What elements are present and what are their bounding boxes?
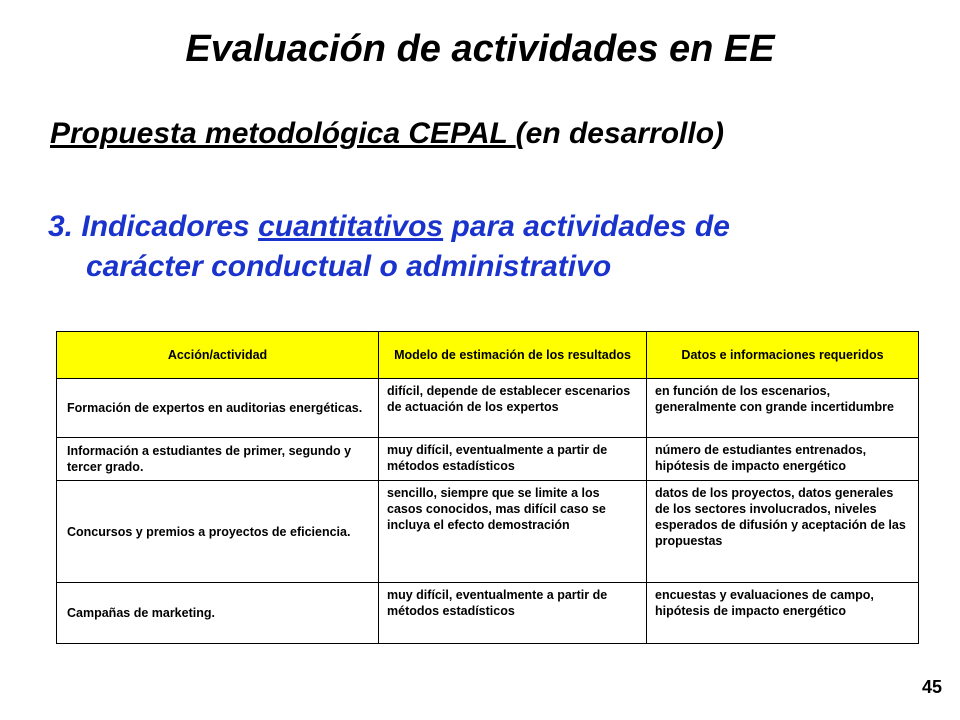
- page-number: 45: [921, 677, 942, 697]
- table-cell-accion: Formación de expertos en auditorias energéticas.: [57, 379, 379, 438]
- slide-subtitle: [50, 117, 724, 151]
- table-row: [57, 379, 919, 438]
- heading-line2: carácter conductual o administrativo: [86, 250, 612, 283]
- table-cell-datos: número de estudiantes entrenados, hipótesis de impacto energético: [647, 438, 919, 481]
- table-row: [57, 481, 919, 583]
- heading-underlined: cuantitativos: [258, 210, 444, 243]
- table-row: [57, 438, 919, 481]
- table-header-row: [57, 332, 919, 379]
- table-cell-accion: Información a estudiantes de primer, segundo y tercer grado.: [57, 438, 379, 481]
- table-cell-modelo: muy difícil, eventualmente a partir de métodos estadísticos: [379, 438, 647, 481]
- header-accion: Acción/actividad: [57, 332, 379, 379]
- table-cell-modelo: difícil, depende de establecer escenarios de actuación de los expertos: [379, 379, 647, 438]
- section-heading: [48, 207, 918, 287]
- table-cell-modelo: sencillo, siempre que se limite a los casos conocidos, mas difícil caso se incluya el efecto demostración: [379, 481, 647, 583]
- table-cell-datos: en función de los escenarios, generalmente con grande incertidumbre: [647, 379, 919, 438]
- table-cell-accion: Campañas de marketing.: [57, 583, 379, 644]
- heading-suffix: para actividades de: [443, 210, 730, 243]
- header-datos: Datos e informaciones requeridos: [647, 332, 919, 379]
- table-row: [57, 583, 919, 644]
- slide-title: Evaluación de actividades en EE: [185, 28, 775, 70]
- table-cell-modelo: muy difícil, eventualmente a partir de métodos estadísticos: [379, 583, 647, 644]
- table-cell-datos: datos de los proyectos, datos generales de los sectores involucrados, niveles esperados de difusión y aceptación de las propuestas: [647, 481, 919, 583]
- header-modelo: Modelo de estimación de los resultados: [379, 332, 647, 379]
- indicators-table: [56, 331, 919, 644]
- subtitle-rest: (en desarrollo): [515, 117, 725, 150]
- subtitle-underlined: Propuesta metodológica CEPAL: [50, 117, 516, 150]
- table-cell-accion: Concursos y premios a proyectos de eficiencia.: [57, 481, 379, 583]
- table-cell-datos: encuestas y evaluaciones de campo, hipótesis de impacto energético: [647, 583, 919, 644]
- heading-prefix: 3. Indicadores: [48, 210, 259, 243]
